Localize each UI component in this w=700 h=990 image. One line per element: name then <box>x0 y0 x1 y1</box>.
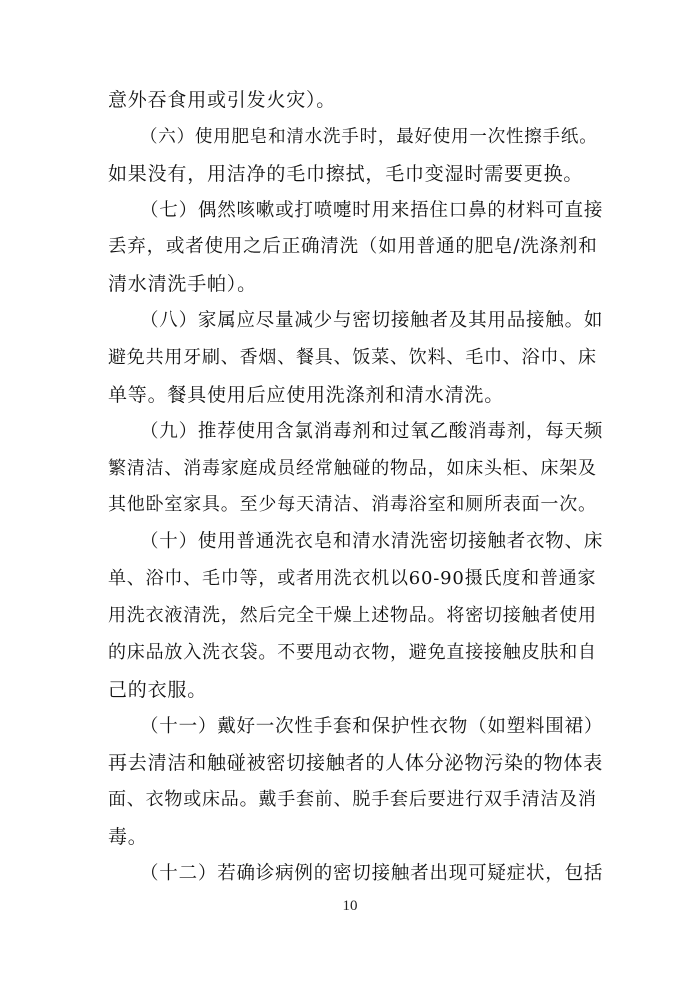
text-line: （十）使用普通洗衣皂和清水清洗密切接触者衣物、床 <box>140 531 604 552</box>
text-line: 意外吞食用或引发火灾）。 <box>108 89 337 111</box>
text-line: 避免共用牙刷、香烟、餐具、饭菜、饮料、毛巾、浴巾、床 <box>108 347 597 368</box>
text-line: 其他卧室家具。至少每天清洁、消毒浴室和厕所表面一次。 <box>108 494 597 515</box>
text-line: （八）家属应尽量减少与密切接触者及其用品接触。如 <box>140 310 604 331</box>
text-line: 丢弃，或者使用之后正确清洗（如用普通的肥皂/洗涤剂和 <box>108 236 598 257</box>
text-line: （七）偶然咳嗽或打喷嚏时用来捂住口鼻的材料可直接 <box>140 200 604 221</box>
text-line: （十一）戴好一次性手套和保护性衣物（如塑料围裙） <box>140 716 604 737</box>
text-line: 的床品放入洗衣袋。不要甩动衣物，避免直接接触皮肤和自 <box>108 642 597 663</box>
text-line: 清水清洗手帕）。 <box>108 273 257 295</box>
text-line: 单、浴巾、毛巾等，或者用洗衣机以60-90摄氏度和普通家 <box>108 568 597 589</box>
text-line: 己的衣服。 <box>108 679 208 701</box>
text-line: 繁清洁、消毒家庭成员经常触碰的物品，如床头柜、床架及 <box>108 458 597 479</box>
text-line: （九）推荐使用含氯消毒剂和过氧乙酸消毒剂，每天频 <box>140 421 604 442</box>
text-line: 单等。餐具使用后应使用洗涤剂和清水清洗。 <box>108 384 505 406</box>
text-line: 用洗衣液清洗，然后完全干燥上述物品。将密切接触者使用 <box>108 605 597 626</box>
text-line: （六）使用肥皂和清水洗手时，最好使用一次性擦手纸。 <box>140 127 598 147</box>
text-line: 毒。 <box>108 826 148 848</box>
text-line: （十二）若确诊病例的密切接触者出现可疑症状，包括 <box>140 863 604 884</box>
page-number: 10 <box>342 898 358 914</box>
text-line: 再去清洁和触碰被密切接触者的人体分泌物污染的物体表 <box>108 752 604 774</box>
text-line: 面、衣物或床品。戴手套前、脱手套后要进行双手清洁及消 <box>108 789 597 810</box>
text-line: 如果没有，用洁净的毛巾擦拭，毛巾变湿时需要更换。 <box>108 163 584 185</box>
